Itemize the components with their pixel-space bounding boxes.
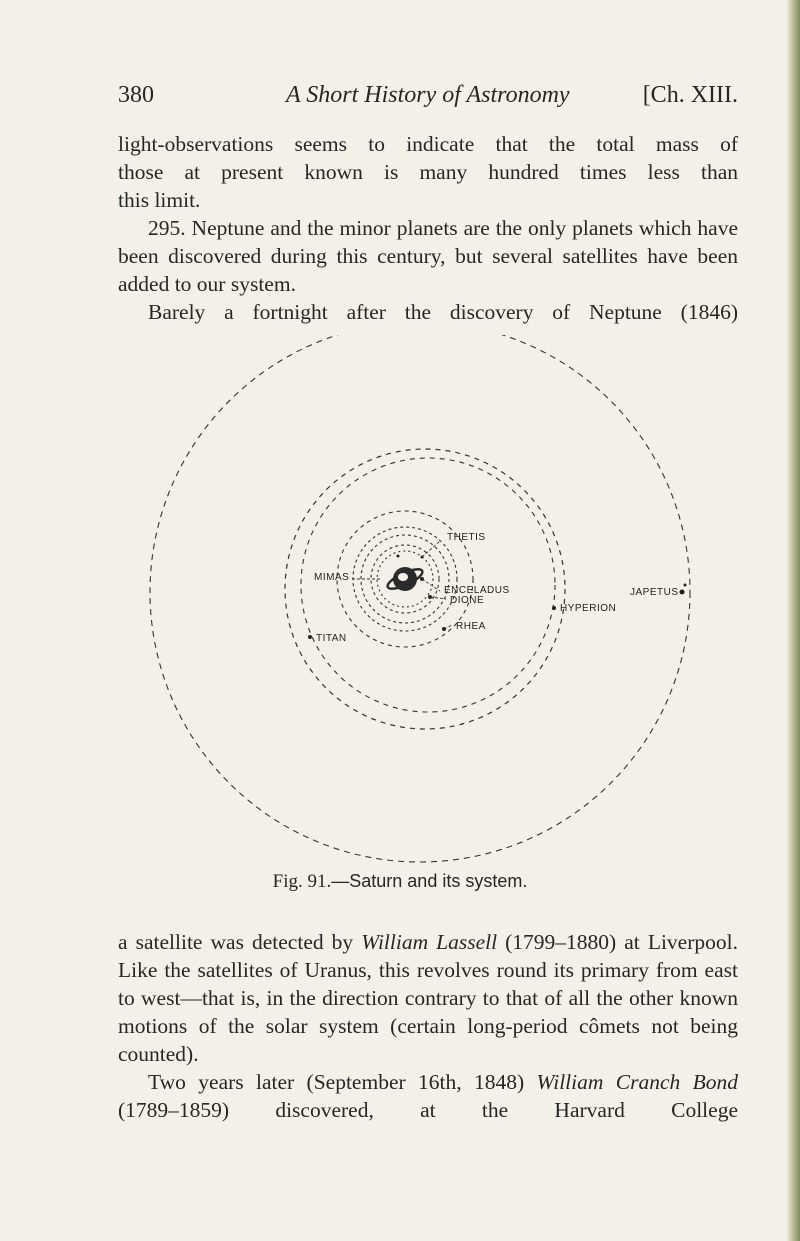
saturn-system-figure — [140, 335, 720, 895]
text-span: a satellite was detected by — [118, 930, 362, 954]
saturn-planet — [385, 566, 425, 593]
paragraph-bond — [118, 1068, 738, 1124]
figure-caption-text: —Saturn and its system. — [331, 871, 528, 891]
iapetus-label: JAPETUS — [630, 587, 679, 598]
running-title: A Short History of Astronomy — [286, 82, 570, 108]
paragraph-lassell — [118, 928, 738, 1068]
person-name-lassell: William Lassell — [361, 930, 498, 954]
tethys-label: THETIS — [447, 532, 486, 543]
body-text-bottom — [118, 928, 738, 1124]
mimas-label: MIMAS — [314, 572, 350, 583]
hyperion-label: HYPERION — [560, 603, 617, 614]
paragraph-295: 295. Neptune and the minor planets are the only planets which have been discovered during this century, but several satellites have been added to our system. — [118, 216, 738, 296]
dione-label: DIONE — [450, 595, 485, 606]
text-line: those at present known is many hundred times less than — [118, 160, 738, 184]
page-edge — [786, 0, 800, 1241]
text-span: (1799–1880) at Liverpool. Like the satellites of Uranus, this revolves round its primary from east to west—that is, in the direction contrary to that of all the other known motions of the solar system (certain long-period cômets not being counted). — [118, 930, 738, 1066]
page-number: 380 — [118, 82, 154, 108]
text-span: (1789–1859) discovered, at the Harvard College — [118, 1098, 738, 1122]
paragraph-barely: Barely a fortnight after the discovery of Neptune (1846) — [148, 300, 738, 324]
hyperion-orbit — [301, 458, 555, 712]
titan-label: TITAN — [316, 633, 347, 644]
person-name-bond: William Cranch Bond — [536, 1070, 738, 1094]
enceladus-label: ENCELADUS — [444, 585, 510, 596]
saturn-diagram — [140, 335, 720, 895]
rhea-label: RHEA — [456, 621, 486, 632]
running-header — [118, 82, 738, 114]
iapetus-orbit — [150, 335, 690, 862]
figure-caption — [0, 871, 800, 893]
figure-label: Fig. 91. — [272, 871, 332, 892]
chapter-label: [Ch. XIII. — [642, 82, 738, 108]
text-line: light-observations seems to indicate that the total mass of — [118, 132, 738, 156]
text-line: this limit. — [118, 188, 201, 212]
text-span: Two years later (September 16th, 1848) — [148, 1070, 537, 1094]
body-text-top — [118, 130, 738, 326]
titan-orbit — [285, 449, 565, 729]
